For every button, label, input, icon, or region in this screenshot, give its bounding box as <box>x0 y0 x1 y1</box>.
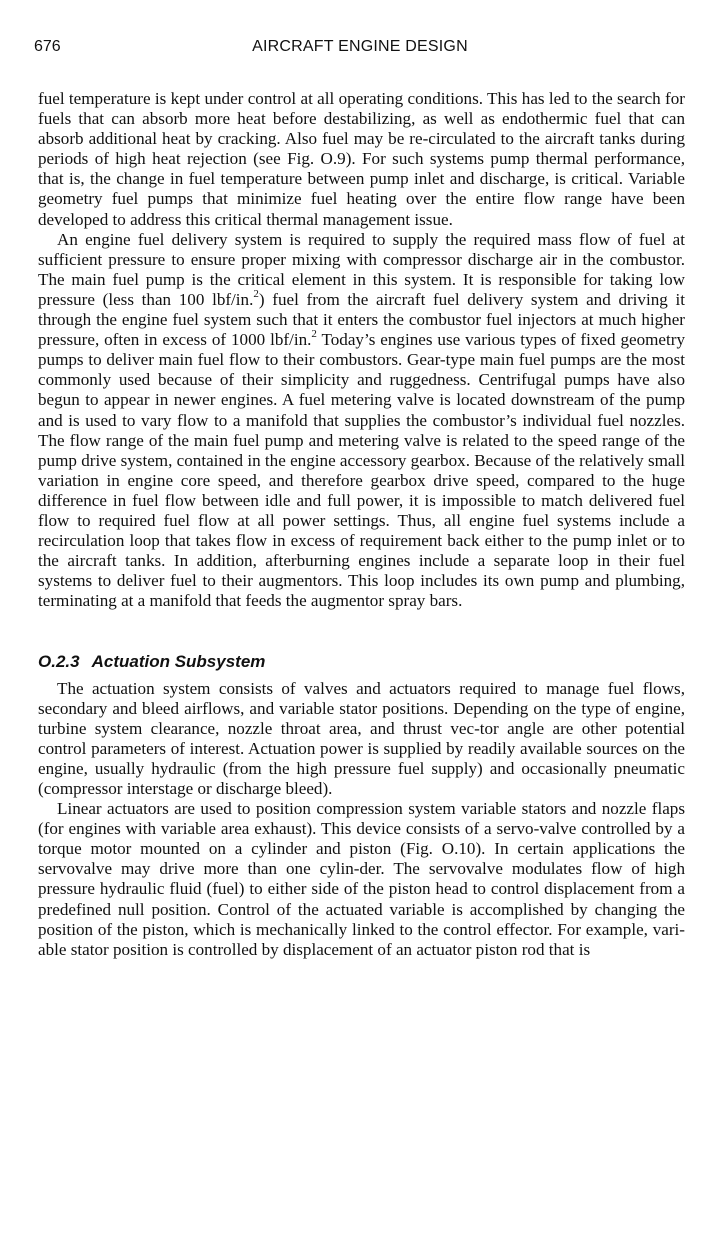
paragraph-fuel-delivery-part-c: Today’s engines use various types of fixed geometry pumps to deliver main fuel flow to their combustors. Gear-type main fuel pumps are the most commonly used because of their simplicity and ruggedness. Centrifugal pumps have also begun to appear in newer engines. A fuel metering valve is located downstream of the pump and is used to vary flow to a manifold that supplies the combustor’s individual fuel nozzles. The flow range of the main fuel pump and metering valve is related to the speed range of the pump drive system, contained in the engine accessory gearbox. Because of the relatively small variation in engine core speed, and therefore gearbox drive speed, compared to the huge difference in fuel flow between idle and full power, it is impossible to match delivered fuel flow to required fuel flow at all power settings. Thus, all engine fuel systems include a recirculation loop that takes flow in excess of requirement back either to the pump inlet or to the aircraft tanks. In addition, afterburning engines include a separate loop in their fuel systems to deliver fuel to their augmentors. This loop includes its own pump and plumbing, terminating at a manifold that feeds the augmentor spray bars. <box>38 330 685 611</box>
page-body <box>38 89 685 960</box>
paragraph-fuel-delivery-part-a: An engine fuel delivery system is required to supply the required mass flow of fuel at sufficient pressure to ensure proper mixing with compressor discharge air in the combustor. The main fuel pump is the critical element in this system. It is responsible for taking low pressure (less than 100 lbf/in. <box>38 229 685 309</box>
running-title: AIRCRAFT ENGINE DESIGN <box>252 38 468 55</box>
superscript-2: 2 <box>311 328 317 341</box>
paragraph-actuation-system: The actuation system consists of valves and actuators required to manage fuel flows, secondary and bleed airflows, and variable stator positions. Depending on the type of engine, turbine system clearance, nozzle throat area, and thrust vec-tor angle are other potential control parameters of interest. Actuation power is supplied by readily available sources on the engine, usually hydraulic (from the high pressure fuel supply) and occasionally pneumatic (compressor interstage or discharge bleed). <box>38 678 685 798</box>
paragraph-fuel-delivery <box>38 230 685 612</box>
paragraph-fuel-delivery-part-b: ) fuel from the aircraft fuel delivery system and driving it through the engine fuel system such that it enters the combustor fuel injectors at much higher pressure, often in excess of 1000 lbf/in. <box>38 289 686 350</box>
section-title: Actuation Subsystem <box>91 652 266 672</box>
paragraph-fuel-temperature: fuel temperature is kept under control at all operating conditions. This has led to the search for fuels that can absorb more heat before destabilizing, as well as endothermic fuel that can absorb additional heat by cracking. Also fuel may be re-circulated to the aircraft tanks during periods of high heat rejection (see Fig. O.9). For such systems pump thermal performance, that is, the change in fuel temperature between pump inlet and discharge, is critical. Variable geometry fuel pumps that minimize fuel heating over the entire flow range have been developed to address this critical thermal management issue. <box>38 89 685 229</box>
paragraph-linear-actuators: Linear actuators are used to position compression system variable stators and nozzle flaps (for engines with variable area exhaust). This device consists of a servo-valve controlled by a torque motor mounted on a cylinder and piston (Fig. O.10). In certain applications the servovalve may drive more than one cylin-der. The servovalve modulates flow of high pressure hydraulic fluid (fuel) to either side of the piston head to control displacement from a predefined null position. Control of the actuated variable is accomplished by changing the position of the piston, which is mechanically linked to the control effector. For example, vari-able stator position is controlled by displacement of an actuator piston rod that is <box>38 799 685 959</box>
page-header <box>34 38 686 60</box>
section-heading <box>38 652 685 672</box>
section-number: O.2.3 <box>38 652 80 672</box>
superscript-2: 2 <box>253 288 259 301</box>
page-number: 676 <box>34 38 61 55</box>
